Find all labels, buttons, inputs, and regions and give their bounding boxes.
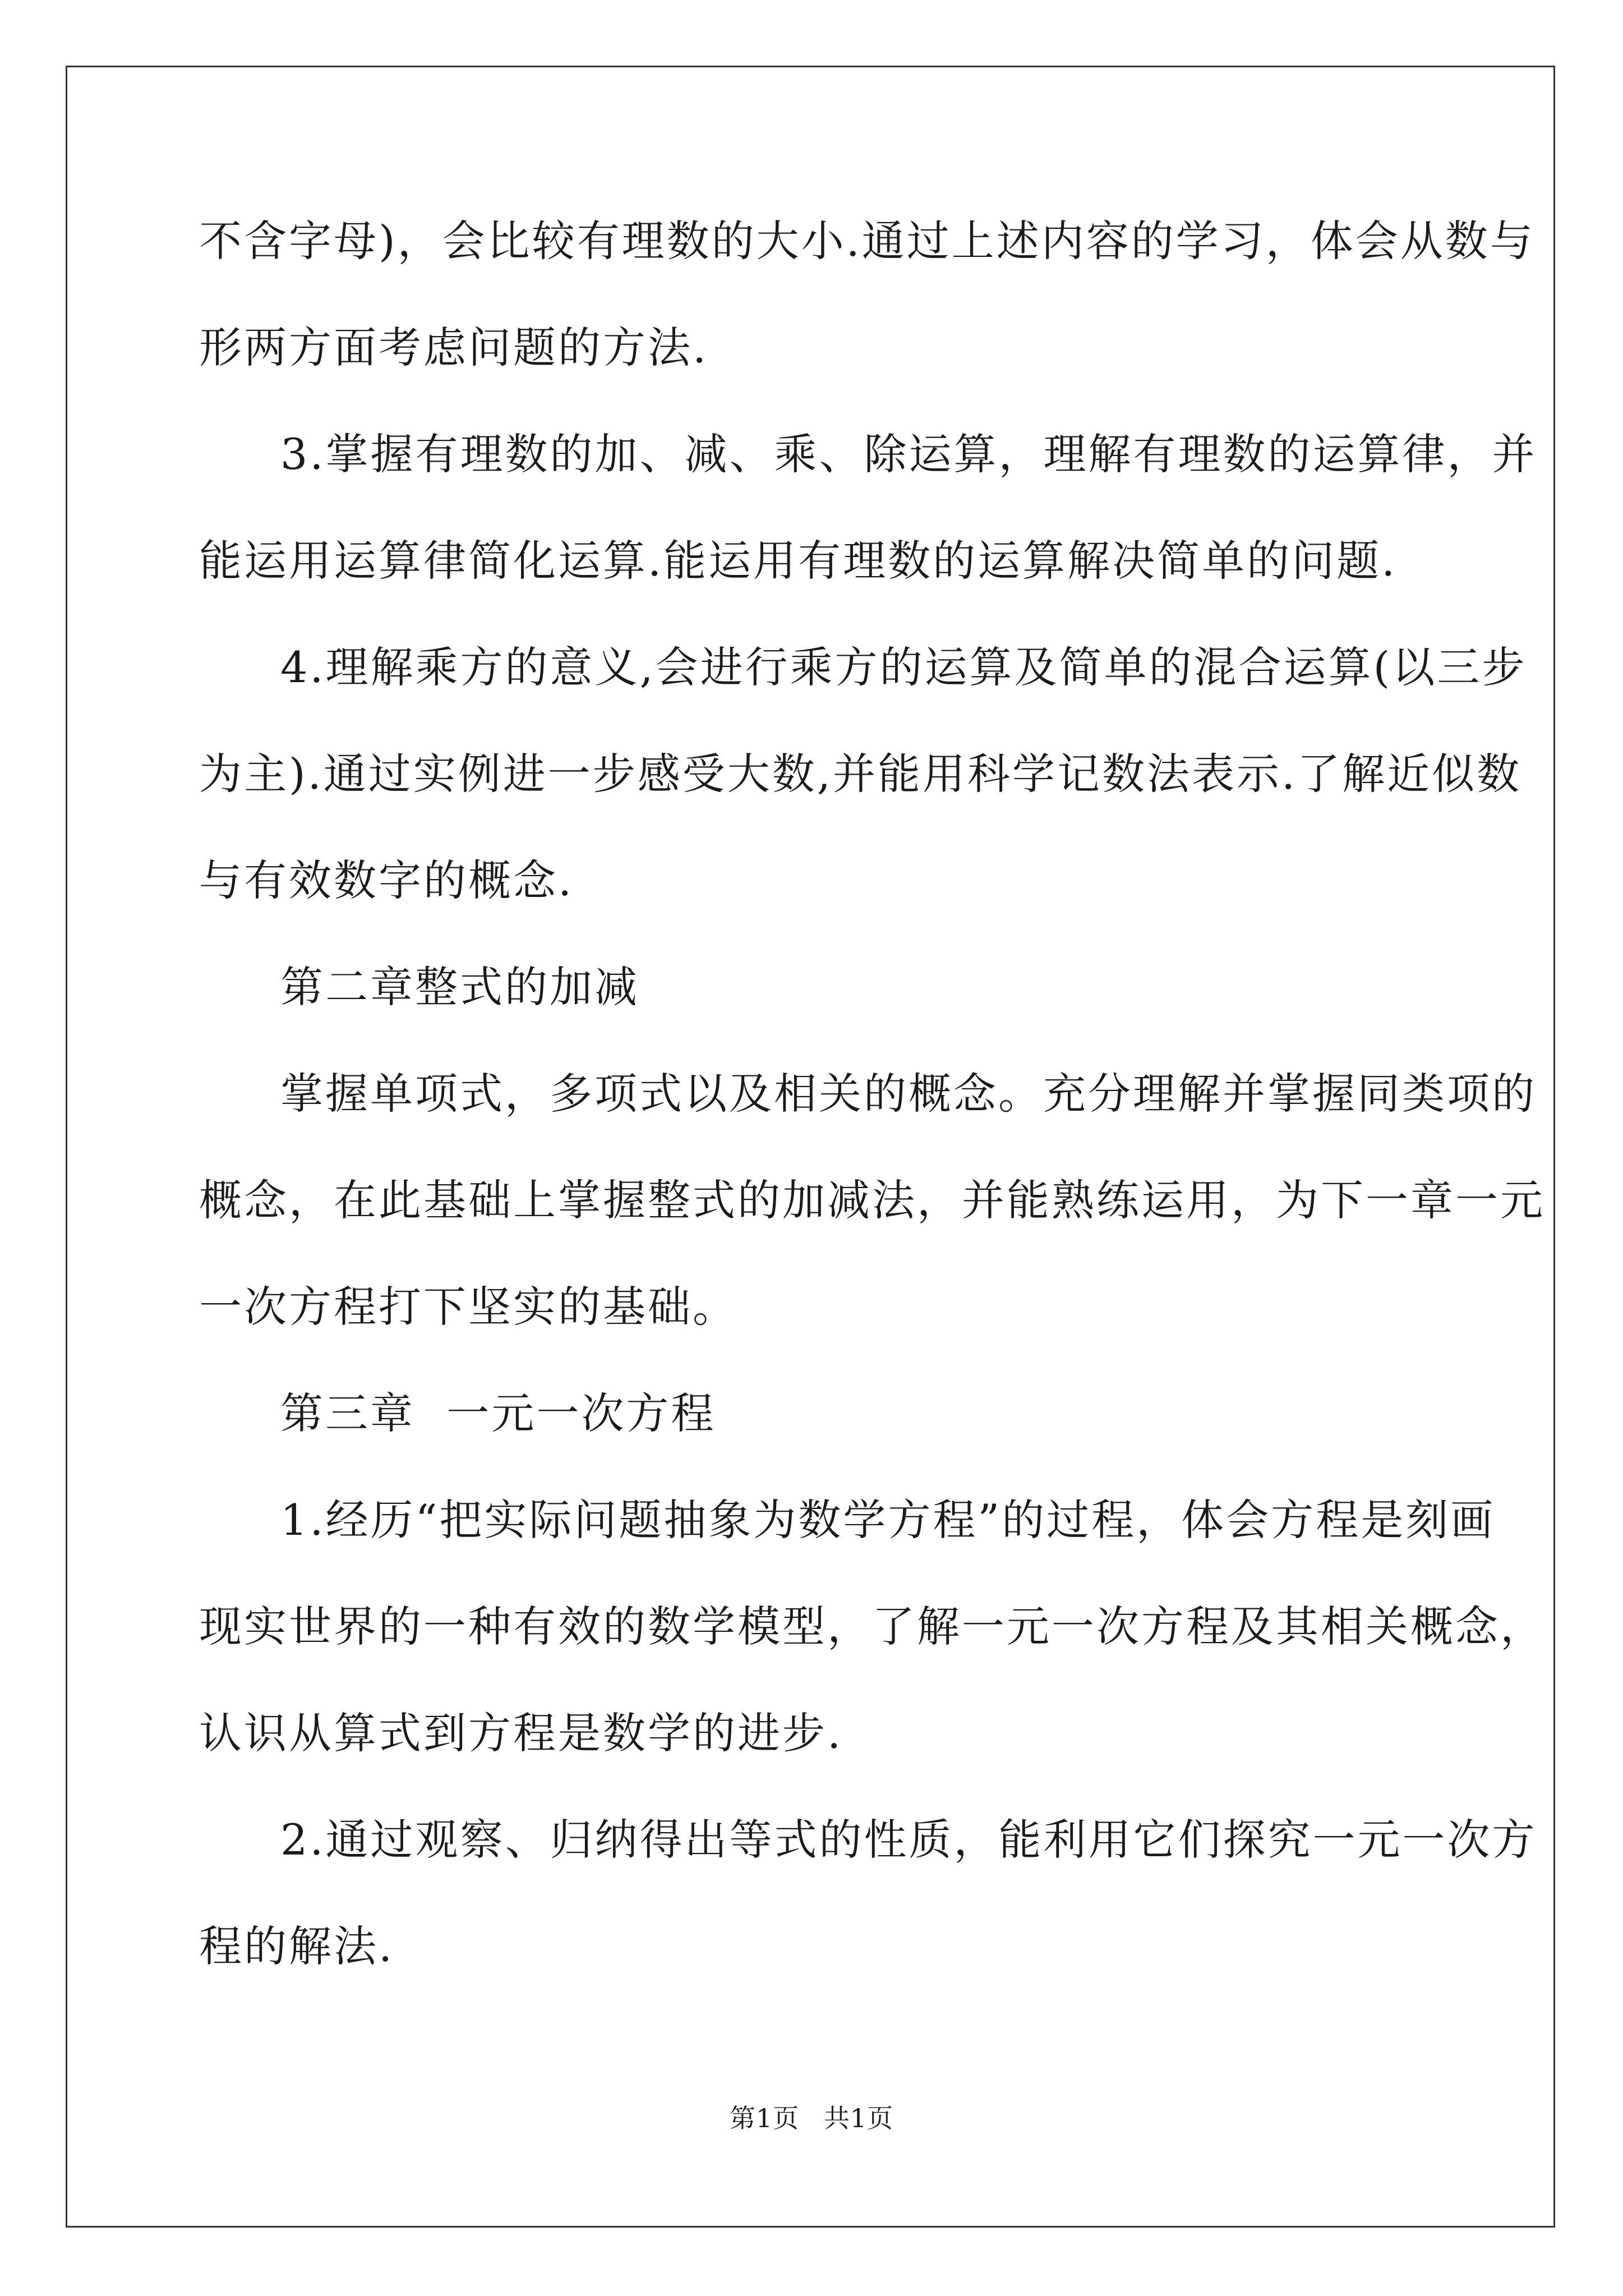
text-line: 形两方面考虑问题的方法. — [199, 323, 709, 372]
page-total: 共1页 — [823, 2103, 894, 2133]
chapter-heading: 第二章整式的加减 — [280, 962, 639, 1012]
text-line: 不含字母)，会比较有理数的大小.通过上述内容的学习，体会从数与 — [199, 216, 1535, 266]
text-line: 掌握单项式，多项式以及相关的概念。充分理解并掌握同类项的 — [280, 1069, 1537, 1119]
text-line: 为主).通过实例进一步感受大数,并能用科学记数法表示.了解近似数 — [199, 749, 1522, 799]
text-line: 1.经历“把实际问题抽象为数学方程”的过程，体会方程是刻画 — [280, 1495, 1496, 1545]
page-footer — [0, 2098, 1623, 2135]
text-line: 概念，在此基础上掌握整式的加减法，并能熟练运用，为下一章一元 — [199, 1175, 1545, 1225]
text-line: 能运用运算律简化运算.能运用有理数的运算解决简单的问题. — [199, 536, 1398, 586]
text-line: 2.通过观察、归纳得出等式的性质，能利用它们探究一元一次方 — [280, 1815, 1537, 1865]
chapter-heading: 第三章 一元一次方程 — [280, 1388, 716, 1438]
text-line: 程的解法. — [199, 1921, 395, 1971]
text-line: 认识从算式到方程是数学的进步. — [199, 1708, 843, 1758]
text-line: 4.理解乘方的意义,会进行乘方的运算及简单的混合运算(以三步 — [280, 642, 1527, 692]
page-border — [66, 66, 1555, 2228]
text-line: 与有效数字的概念. — [199, 855, 574, 905]
text-line: 现实世界的一种有效的数学模型，了解一元一次方程及其相关概念， — [199, 1602, 1545, 1651]
text-line: 一次方程打下坚实的基础。 — [199, 1282, 737, 1332]
text-line: 3.掌握有理数的加、减、乘、除运算，理解有理数的运算律，并 — [280, 429, 1537, 479]
page-number: 第1页 — [729, 2103, 800, 2133]
